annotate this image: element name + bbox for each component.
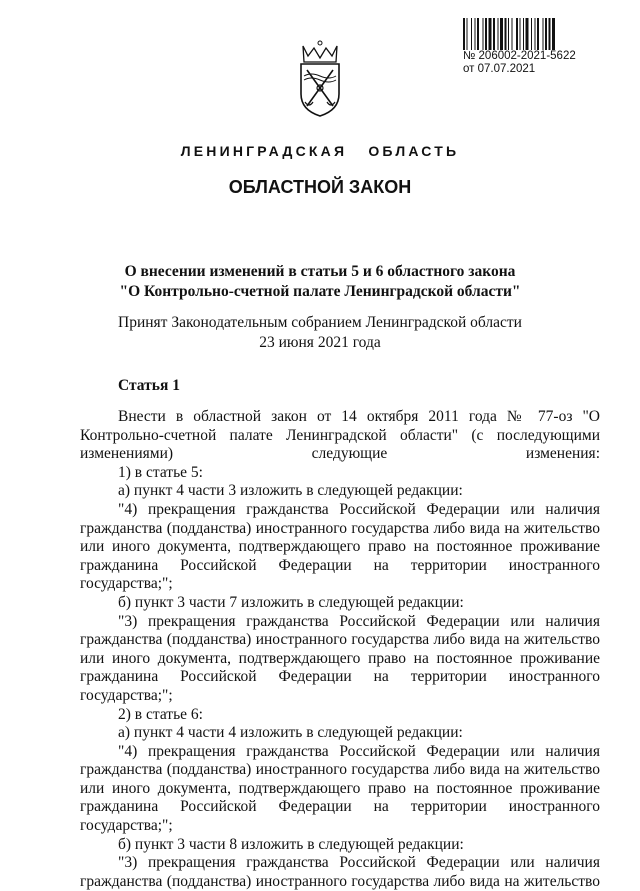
registration-block [463, 18, 613, 76]
law-type-heading: ОБЛАСТНОЙ ЗАКОН [228, 177, 412, 197]
body-paragraph: а) пункт 4 части 4 изложить в следующей редакции: [118, 724, 463, 742]
region-heading: ЛЕНИНГРАДСКАЯ ОБЛАСТЬ [180, 143, 460, 159]
adoption-date: 23 июня 2021 года [259, 334, 381, 351]
law-title-line: "О Контрольно-счетной палате Ленинградской области" [119, 283, 521, 300]
body-paragraph: а) пункт 4 части 3 изложить в следующей редакции: [118, 482, 463, 500]
body-paragraph: б) пункт 3 части 8 изложить в следующей редакции: [118, 835, 464, 853]
article-body [80, 408, 600, 891]
article-heading: Статья 1 [118, 377, 180, 394]
body-paragraph: б) пункт 3 части 7 изложить в следующей редакции: [118, 593, 464, 611]
coat-of-arms-icon [289, 36, 351, 118]
body-paragraph: Внести в областной закон от 14 октября 2011 года № 77-оз "О Контрольно-счетной палате Ленинградской области" (с последующими изменениями) следующие изменения: [80, 408, 600, 463]
body-paragraph: "4) прекращения гражданства Российской Федерации или наличия гражданства (подданства) иностранного государства либо вида на жительство или иного документа, подтверждающего право на постоянное проживание гражданина Российской Федерации на территории иностранного государства;"; [80, 500, 600, 593]
barcode-icon [463, 18, 613, 50]
body-paragraph: "3) прекращения гражданства Российской Федерации или наличия гражданства (подданства) иностранного государства либо вида на жительство [80, 854, 600, 890]
body-paragraph: "4) прекращения гражданства Российской Федерации или наличия гражданства (подданства) иностранного государства либо вида на жительство или иного документа, подтверждающего право на постоянное проживание гражданина Российской Федерации на территории иностранного государства;"; [80, 742, 600, 835]
registration-number: № 206002-2021-5622 [463, 50, 576, 62]
adoption-line: Принят Законодательным собранием Ленинградской области [118, 314, 522, 331]
adoption-note [60, 313, 580, 353]
registration-date: от 07.07.2021 [463, 63, 536, 75]
body-paragraph: "3) прекращения гражданства Российской Федерации или наличия гражданства (подданства) иностранного государства либо вида на жительство или иного документа, подтверждающего право на постоянное проживание гражданина Российской Федерации на территории иностранного государства;"; [80, 612, 600, 704]
body-paragraph: 2) в статье 6: [118, 705, 203, 723]
law-title [60, 262, 580, 302]
law-title-line: О внесении изменений в статьи 5 и 6 областного закона [124, 263, 516, 280]
body-paragraph: 1) в статье 5: [118, 463, 203, 481]
